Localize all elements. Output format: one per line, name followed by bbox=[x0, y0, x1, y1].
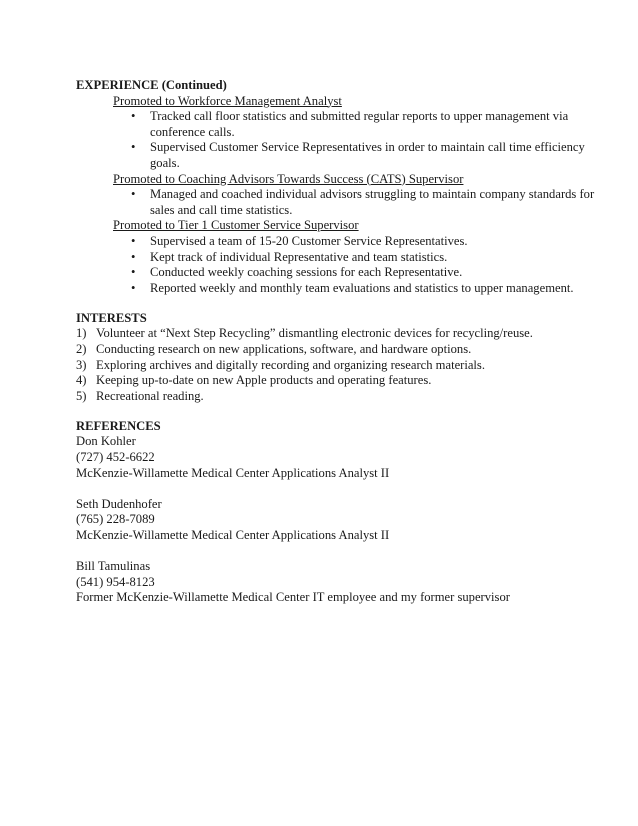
bullet-item bbox=[76, 265, 596, 281]
bullet-item bbox=[76, 281, 596, 297]
interest-item bbox=[76, 389, 596, 405]
role-title: Promoted to Workforce Management Analyst bbox=[113, 93, 342, 108]
reference-phone: (541) 954-8123 bbox=[76, 574, 155, 589]
interest-text: Volunteer at “Next Step Recycling” dismantling electronic devices for recycling/reuse. bbox=[96, 326, 533, 341]
interest-text: Exploring archives and digitally recording and organizing research materials. bbox=[96, 357, 485, 372]
bullet-item bbox=[76, 109, 596, 140]
experience-section bbox=[76, 78, 596, 296]
interest-number: 4) bbox=[76, 373, 87, 388]
interests-section bbox=[76, 311, 596, 405]
interest-text: Recreational reading. bbox=[96, 388, 204, 403]
bullet-text: Supervised Customer Service Representatives in order to maintain call time efficiency goals. bbox=[150, 140, 585, 170]
interest-number: 1) bbox=[76, 326, 87, 341]
bullet-text: Tracked call floor statistics and submitted regular reports to upper management via conference calls. bbox=[150, 109, 569, 139]
bullet-item bbox=[76, 187, 596, 218]
resume-page bbox=[76, 78, 596, 606]
bullet-glyph: • bbox=[131, 249, 136, 264]
interests-list bbox=[76, 326, 596, 404]
bullet-list bbox=[76, 234, 596, 296]
reference-spacer bbox=[76, 544, 596, 560]
reference-name: Don Kohler bbox=[76, 434, 136, 449]
role-title: Promoted to Tier 1 Customer Service Supervisor bbox=[113, 218, 359, 233]
reference-position: Former McKenzie-Willamette Medical Center IT employee and my former supervisor bbox=[76, 590, 510, 605]
bullet-item bbox=[76, 140, 596, 171]
reference-phone: (727) 452-6622 bbox=[76, 450, 155, 465]
bullet-text: Managed and coached individual advisors struggling to maintain company standards for sales and call time statistics. bbox=[150, 187, 595, 217]
bullet-glyph: • bbox=[131, 280, 136, 295]
interest-number: 3) bbox=[76, 357, 87, 372]
bullet-glyph: • bbox=[131, 265, 136, 280]
reference-entry bbox=[76, 497, 596, 544]
interest-number: 5) bbox=[76, 388, 87, 403]
bullet-item bbox=[76, 234, 596, 250]
interest-item bbox=[76, 373, 596, 389]
interest-item bbox=[76, 358, 596, 374]
interest-number: 2) bbox=[76, 342, 87, 356]
reference-position: McKenzie-Willamette Medical Center Applications Analyst II bbox=[76, 528, 390, 543]
bullet-text: Reported weekly and monthly team evaluations and statistics to upper management. bbox=[150, 280, 574, 295]
bullet-list bbox=[76, 109, 596, 171]
interest-text: Conducting research on new applications, software, and hardware options. bbox=[96, 342, 472, 356]
section-spacer bbox=[76, 404, 596, 419]
bullet-text: Conducted weekly coaching sessions for each Representative. bbox=[150, 265, 463, 280]
bullet-glyph: • bbox=[131, 140, 136, 155]
bullet-glyph: • bbox=[131, 109, 136, 124]
references-section bbox=[76, 419, 596, 606]
interest-text: Keeping up-to-date on new Apple products and operating features. bbox=[96, 373, 432, 388]
bullet-glyph: • bbox=[131, 187, 136, 202]
bullet-item bbox=[76, 250, 596, 266]
section-title-references: REFERENCES bbox=[76, 418, 161, 433]
section-spacer bbox=[76, 296, 596, 311]
reference-entry bbox=[76, 559, 596, 606]
section-title-interests: INTERESTS bbox=[76, 310, 147, 325]
bullet-list bbox=[76, 187, 596, 218]
bullet-glyph: • bbox=[131, 233, 136, 248]
reference-name: Seth Dudenhofer bbox=[76, 496, 162, 511]
bullet-text: Kept track of individual Representative and team statistics. bbox=[150, 249, 448, 264]
reference-position: McKenzie-Willamette Medical Center Applications Analyst II bbox=[76, 465, 390, 480]
bullet-text: Supervised a team of 15-20 Customer Service Representatives. bbox=[150, 233, 468, 248]
reference-name: Bill Tamulinas bbox=[76, 559, 151, 574]
section-title-experience: EXPERIENCE (Continued) bbox=[76, 78, 227, 92]
role-title: Promoted to Coaching Advisors Towards Success (CATS) Supervisor bbox=[113, 171, 464, 186]
interest-item bbox=[76, 342, 596, 358]
reference-phone: (765) 228-7089 bbox=[76, 512, 155, 527]
reference-entry bbox=[76, 434, 596, 481]
interest-item bbox=[76, 326, 596, 342]
reference-spacer bbox=[76, 481, 596, 497]
